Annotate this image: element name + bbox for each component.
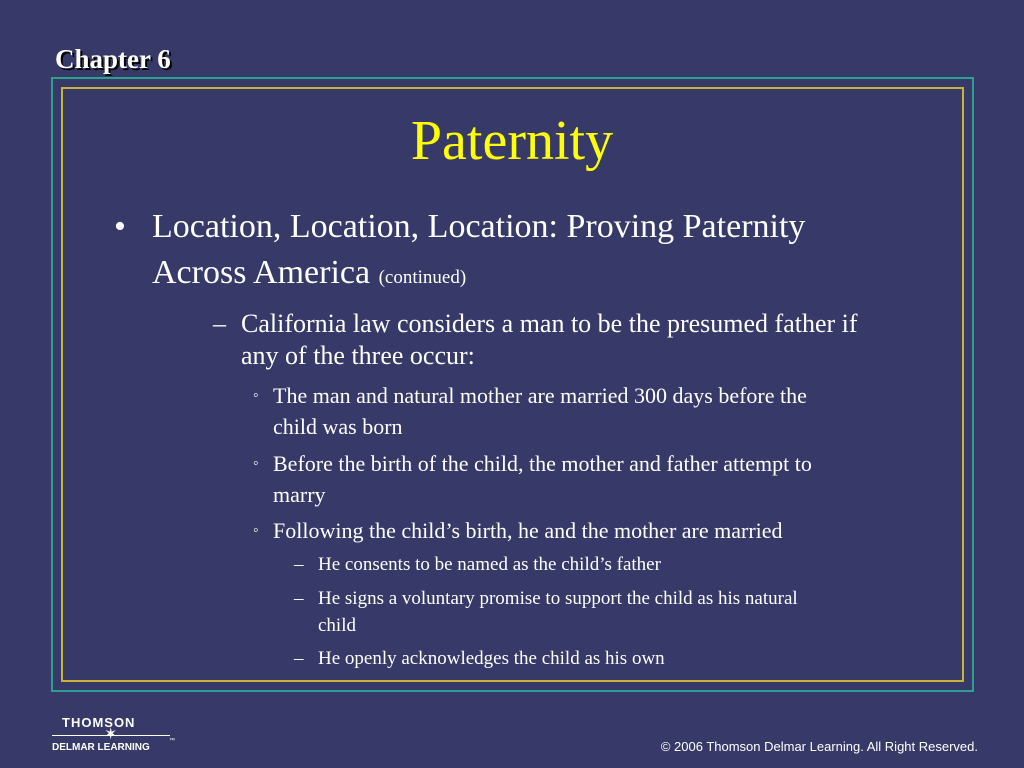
circle-bullet-icon: ◦ <box>253 455 259 472</box>
slide-title: Paternity <box>410 110 614 172</box>
condition-line-2: child was born <box>273 414 403 439</box>
main-bullet <box>114 204 806 301</box>
main-bullet-line-2 <box>152 250 805 301</box>
circle-bullet-icon: ◦ <box>253 387 259 404</box>
sub-condition-line-1: He consents to be named as the child’s father <box>318 554 661 575</box>
sub-bullet-line-1: California law considers a man to be the presumed father if <box>241 309 858 338</box>
condition-line-1: Following the child’s birth, he and the mother are married <box>273 518 783 543</box>
logo-brand-text: THOMSON <box>62 715 136 730</box>
dash-icon: – <box>213 309 226 338</box>
sub-condition-line-1: He openly acknowledges the child as his own <box>318 648 665 669</box>
thomson-logo <box>52 715 177 757</box>
sub-condition-item <box>294 551 661 578</box>
condition-line-1: The man and natural mother are married 300 days before the <box>273 383 807 408</box>
dash-icon: – <box>294 648 304 669</box>
condition-item <box>253 448 812 510</box>
sub-condition-line-1: He signs a voluntary promise to support the child as his natural <box>318 588 798 609</box>
main-bullet-line-1: Location, Location, Location: Proving Paternity <box>152 208 806 245</box>
sub-condition-item <box>294 585 798 639</box>
main-bullet-text-2: Across America <box>152 254 371 291</box>
condition-line-2: marry <box>273 482 326 507</box>
condition-item <box>253 515 783 546</box>
sub-condition-line-2: child <box>318 615 356 636</box>
sub-bullet <box>213 308 858 372</box>
circle-bullet-icon: ◦ <box>253 522 259 539</box>
copyright-notice: © 2006 Thomson Delmar Learning. All Right Reserved. <box>660 739 978 754</box>
sub-condition-item <box>294 645 665 672</box>
continued-note: (continued) <box>378 267 467 288</box>
logo-sub-text: DELMAR LEARNING <box>52 742 150 753</box>
trademark-mark: ™ <box>169 738 175 744</box>
condition-line-1: Before the birth of the child, the mother and father attempt to <box>273 451 812 476</box>
dash-icon: – <box>294 588 304 609</box>
dash-icon: – <box>294 554 304 575</box>
star-icon: ✶ <box>104 726 118 743</box>
sub-bullet-line-2: any of the three occur: <box>241 341 475 370</box>
condition-item <box>253 380 807 442</box>
chapter-label: Chapter 6 <box>55 44 171 74</box>
bullet-dot-icon: • <box>114 208 126 245</box>
